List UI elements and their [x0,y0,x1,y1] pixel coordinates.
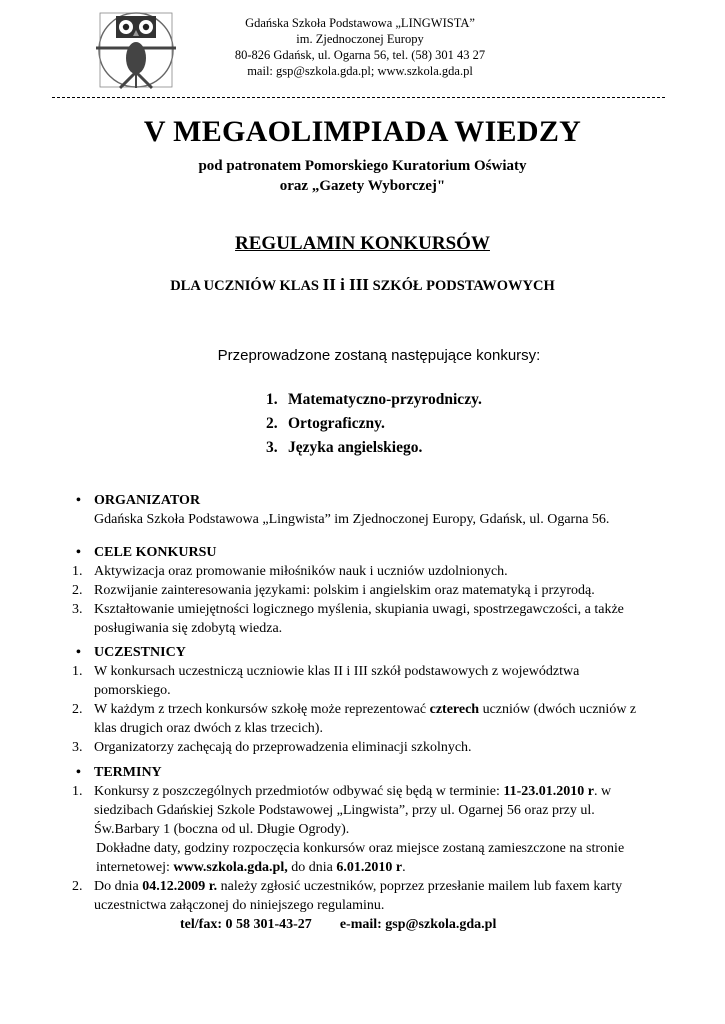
item-text: W konkursach uczestniczą uczniowie klas II i III szkół podstawowych z województwa pomorskiego. [94,664,580,698]
list-item [72,562,682,581]
document-title: V MEGAOLIMPIADA WIEDZY [143,115,582,148]
target-prefix: DLA UCZNIÓW KLAS [170,278,323,294]
organizer-heading-label: ORGANIZATOR [94,493,201,508]
contest-number: 2. [266,415,278,432]
footer-contact [180,915,496,934]
item-text: Dokładne daty, godziny rozpoczęcia konkursów oraz miejsce zostaną zamieszczone na stronie internetowej: [96,841,625,875]
organizer-heading [72,491,672,510]
item-number: 3. [72,602,83,617]
document-subtitle [0,156,725,196]
subtitle-patronage: pod patronatem Pomorskiego Kuratorium Oświaty [198,158,527,174]
bullet-icon: • [76,545,81,560]
section-terms [72,763,672,782]
contest-item [266,412,482,436]
contest-number: 3. [266,439,278,456]
item-text: Kształtowanie umiejętności logicznego myślenia, skupiania uwagi, spostrzegawczości, a także posługiwania się zdobytą wiedza. [94,602,624,636]
terms-heading [72,763,672,782]
list-item [72,877,647,915]
target-audience [0,274,725,297]
target-classes: II i III [322,275,369,294]
goals-heading [72,543,672,562]
header-divider [52,97,665,98]
contest-label: Języka angielskiego. [288,439,423,456]
subtitle-newspaper: oraz „Gazety Wyborczej" [279,178,446,194]
list-item [72,700,642,738]
terms-list [72,782,647,915]
school-logo [90,10,182,90]
school-name: Gdańska Szkoła Podstawowa „LINGWISTA” [245,16,475,30]
list-item-continuation [72,839,647,877]
item-text: Do dnia [94,879,143,894]
list-item [72,581,682,600]
contest-label: Ortograficzny. [288,415,385,432]
bullet-icon: • [76,493,81,508]
participants-heading-label: UCZESTNICY [94,645,186,660]
school-patron: im. Zjednoczonej Europy [296,32,424,46]
regulation-title: REGULAMIN KONKURSÓW [235,233,490,254]
goals-heading-label: CELE KONKURSU [94,545,217,560]
goals-list [72,562,682,638]
website-link[interactable]: www.szkola.gda.pl, [173,860,288,875]
item-number: 1. [72,664,83,679]
contest-item [266,436,482,460]
item-number: 1. [72,784,83,799]
contest-dates: 11-23.01.2010 r [503,784,594,799]
item-number: 3. [72,740,83,755]
terms-heading-label: TERMINY [94,765,162,780]
section-organizer [72,491,672,529]
footer-fax: tel/fax: 0 58 301-43-27 [180,917,312,932]
item-text: W każdym z trzech konkursów szkołę może reprezentować [94,702,430,717]
item-text: Rozwijanie zainteresowania językami: polskim i angielskim oraz matematyką i przyrodą. [94,583,595,598]
school-contact: mail: gsp@szkola.gda.pl; www.szkola.gda.pl [247,64,473,78]
item-text: . [402,860,406,875]
bullet-icon: • [76,765,81,780]
participants-list [72,662,642,757]
publication-deadline: 6.01.2010 r [336,860,403,875]
item-number: 2. [72,702,83,717]
list-item [72,738,642,757]
item-text: do dnia [287,860,337,875]
contest-number: 1. [266,391,278,408]
organizer-text: Gdańska Szkoła Podstawowa „Lingwista” im Zjednoczonej Europy, Gdańsk, ul. Ogarna 56. [94,512,610,527]
item-text: należy zgłosić uczestników, poprzez przesłanie mailem lub faxem karty uczestnictwa załączonej do niniejszego regulaminu. [94,879,623,913]
section-goals [72,543,672,562]
contest-item [266,388,482,412]
contest-label: Matematyczno-przyrodniczy. [288,391,482,408]
target-suffix: SZKÓŁ PODSTAWOWYCH [368,278,555,294]
item-text: . w siedzibach Gdańskiej Szkole Podstawowej „Lingwista”, przy ul. Ogarnej 56 oraz przy ul. Św.Barbary 1 (boczna od ul. Długie Ogrody). [94,784,612,837]
bullet-icon: • [76,645,81,660]
list-item [72,600,682,638]
registration-deadline: 04.12.2009 r. [142,879,218,894]
item-text: Aktywizacja oraz promowanie miłośników nauk i uczniów uzdolnionych. [94,564,508,579]
list-item [72,662,642,700]
item-text: Konkursy z poszczególnych przedmiotów odbywać się będą w terminie: [94,784,504,799]
contest-list [266,388,482,460]
item-number: 1. [72,564,83,579]
section-participants [72,643,672,662]
list-item [72,782,647,839]
contests-intro: Przeprowadzone zostaną następujące konkursy: [217,347,541,364]
school-header [200,15,520,79]
footer-email[interactable]: e-mail: gsp@szkola.gda.pl [339,917,497,932]
item-highlight: czterech [429,702,480,717]
item-text: Organizatorzy zachęcają do przeprowadzenia eliminacji szkolnych. [94,740,472,755]
item-number: 2. [72,583,83,598]
item-text: uczniów (dwóch uczniów z klas drugich oraz dwóch z klas trzecich). [94,702,637,736]
item-number: 2. [72,879,83,894]
school-address: 80-826 Gdańsk, ul. Ogarna 56, tel. (58) 301 43 27 [234,48,486,62]
participants-heading [72,643,672,662]
